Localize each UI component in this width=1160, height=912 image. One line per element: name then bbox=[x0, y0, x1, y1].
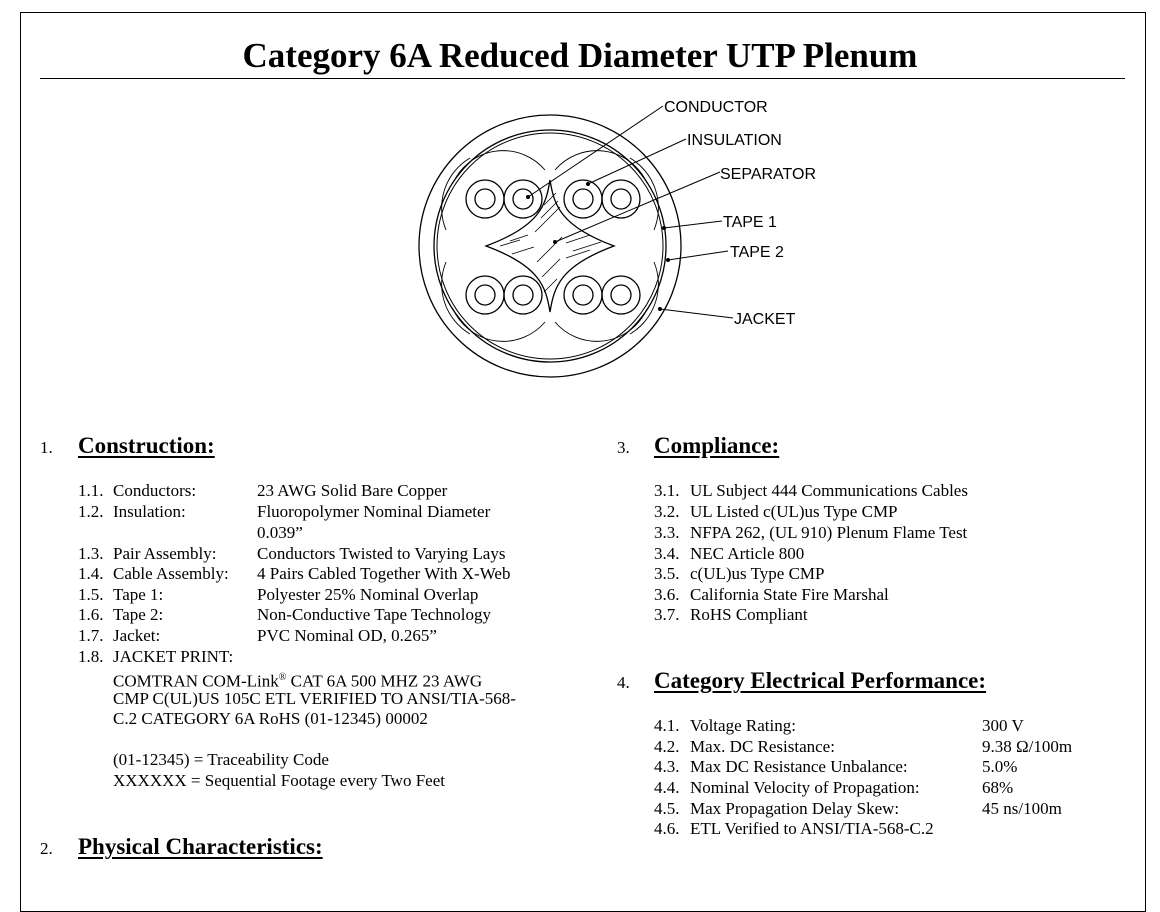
label-tape-2: TAPE 2 bbox=[730, 244, 784, 261]
jacket-print-line-3: C.2 CATEGORY 6A RoHS (01-12345) 00002 bbox=[113, 709, 428, 728]
jacket-print-line-1: COMTRAN COM-Link® CAT 6A 500 MHZ 23 AWG bbox=[113, 671, 483, 691]
section-3-number: 3. bbox=[617, 438, 630, 457]
label-conductor: CONDUCTOR bbox=[664, 99, 768, 116]
section-2-heading: Physical Characteristics: bbox=[78, 834, 323, 859]
jacket-print-line-2: CMP C(UL)US 105C ETL VERIFIED TO ANSI/TIA-568- bbox=[113, 689, 516, 708]
footage-note: XXXXXX = Sequential Footage every Two Feet bbox=[113, 771, 445, 790]
traceability-note: (01-12345) = Traceability Code bbox=[113, 750, 329, 769]
section-4-heading: Category Electrical Performance: bbox=[654, 668, 987, 693]
label-separator: SEPARATOR bbox=[720, 166, 817, 183]
label-tape-1: TAPE 1 bbox=[723, 214, 777, 231]
separator-shape bbox=[486, 180, 614, 312]
conductor-pairs bbox=[466, 180, 640, 314]
label-insulation: INSULATION bbox=[687, 132, 782, 149]
jacket-outer-circle bbox=[419, 115, 681, 377]
tape-2-circle bbox=[434, 130, 666, 362]
page-title: Category 6A Reduced Diameter UTP Plenum bbox=[242, 36, 918, 75]
tape-1-circle bbox=[437, 133, 663, 359]
section-1-number: 1. bbox=[40, 438, 53, 457]
cable-cross-section-diagram bbox=[0, 0, 1160, 420]
section-1-heading: Construction: bbox=[78, 433, 215, 458]
section-2-number: 2. bbox=[40, 839, 53, 858]
label-jacket: JACKET bbox=[734, 311, 796, 328]
section-4-number: 4. bbox=[617, 673, 630, 692]
section-3-heading: Compliance: bbox=[654, 433, 780, 458]
